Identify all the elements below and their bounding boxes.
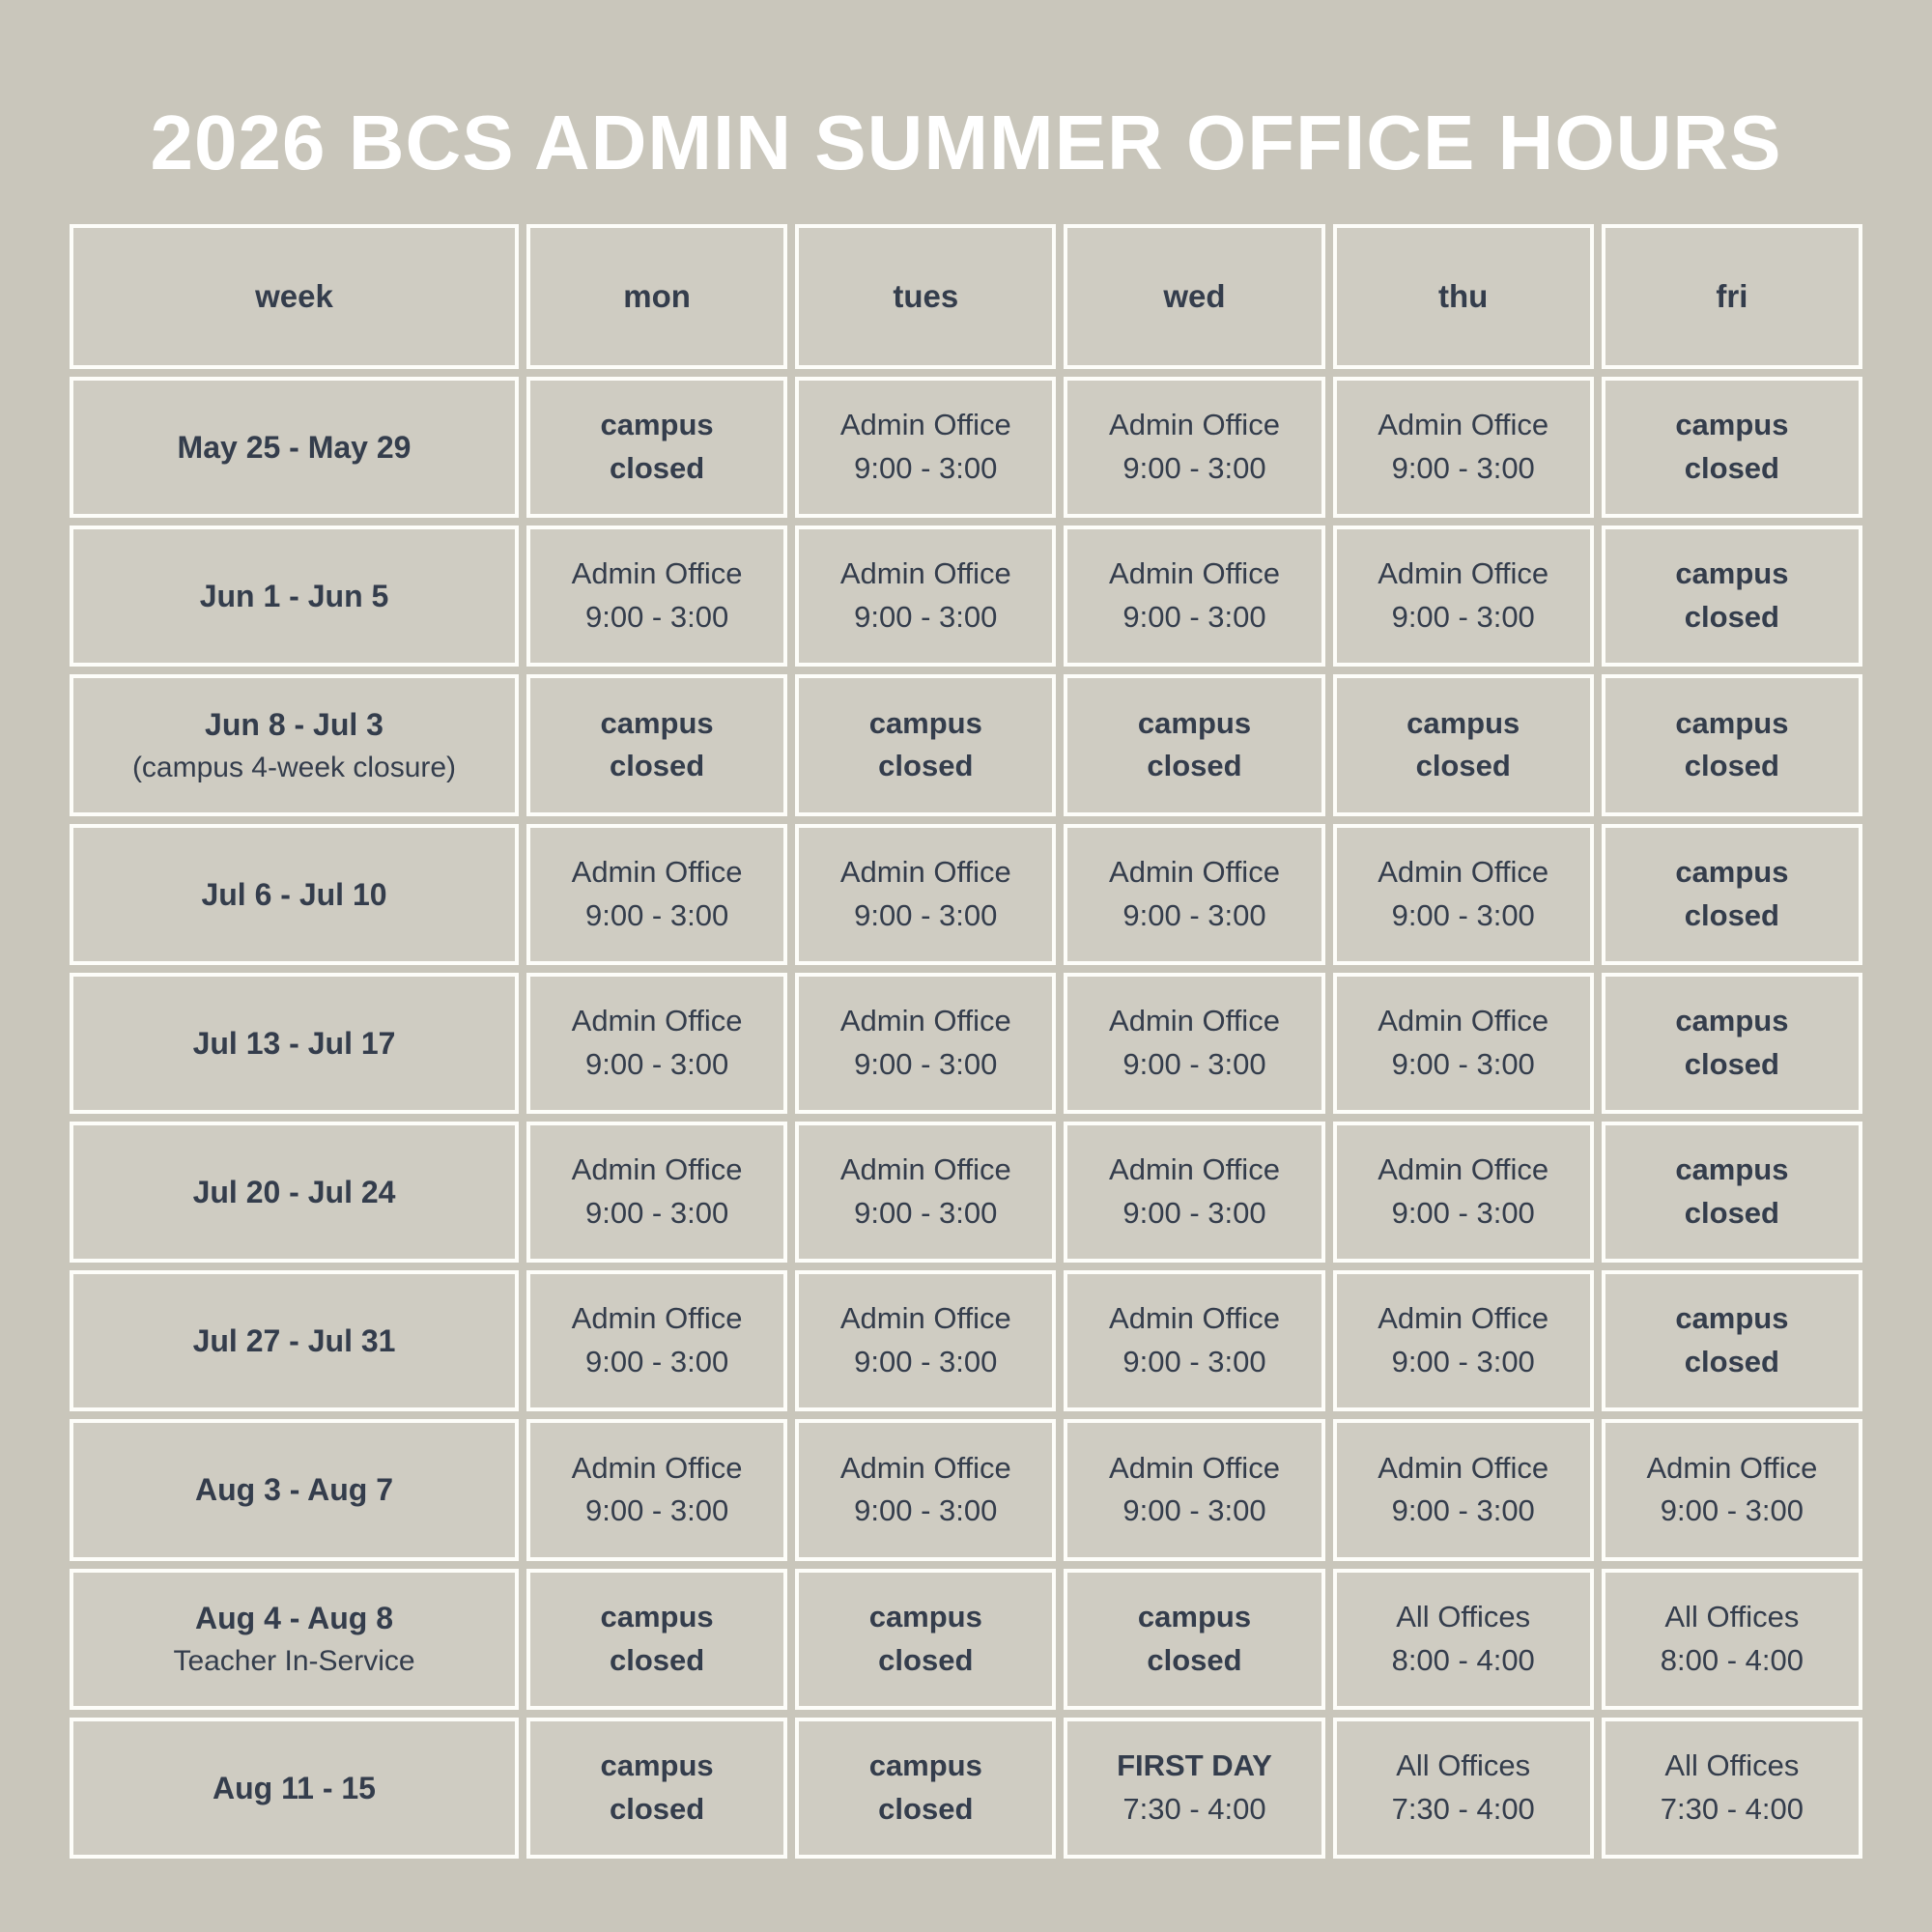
cell-line1: Admin Office xyxy=(1378,1003,1549,1037)
cell-line2: 7:30 - 4:00 xyxy=(1391,1791,1535,1826)
week-cell-r5 xyxy=(70,1122,519,1263)
cell-line2: closed xyxy=(609,1791,705,1826)
day-cell-r9-mon xyxy=(526,1718,787,1859)
cell-line2: 7:30 - 4:00 xyxy=(1660,1791,1804,1826)
cell-line2: 9:00 - 3:00 xyxy=(584,600,729,635)
cell-line1: Admin Office xyxy=(1109,1301,1280,1336)
cell-line2: closed xyxy=(1147,1642,1242,1677)
week-cell-r4 xyxy=(70,973,519,1114)
schedule-table xyxy=(70,224,1862,1859)
day-cell-r5-thu xyxy=(1333,1122,1594,1263)
page-title: 2026 BCS ADMIN SUMMER OFFICE HOURS xyxy=(150,99,1782,185)
cell-line2: 9:00 - 3:00 xyxy=(1122,600,1266,635)
cell-line1: campus xyxy=(868,705,982,740)
week-label: Jun 1 - Jun 5 xyxy=(199,579,389,614)
day-cell-r4-tues xyxy=(795,973,1056,1114)
week-sublabel: Teacher In-Service xyxy=(173,1645,415,1678)
cell-line2: 9:00 - 3:00 xyxy=(1122,1493,1266,1528)
cell-line2: closed xyxy=(878,1642,974,1677)
day-cell-r1-thu xyxy=(1333,526,1594,667)
day-cell-r2-mon xyxy=(526,674,787,815)
cell-line1: campus xyxy=(1675,1152,1789,1187)
cell-line2: closed xyxy=(609,1642,705,1677)
cell-line2: 9:00 - 3:00 xyxy=(584,897,729,932)
cell-line1: Admin Office xyxy=(1378,854,1549,889)
cell-line1: campus xyxy=(1137,1599,1252,1634)
cell-line1: campus xyxy=(1406,705,1520,740)
day-cell-r4-mon xyxy=(526,973,787,1114)
day-cell-r9-tues xyxy=(795,1718,1056,1859)
cell-line2: 9:00 - 3:00 xyxy=(854,1046,998,1081)
cell-line2: 9:00 - 3:00 xyxy=(1660,1493,1804,1528)
week-label: Jun 8 - Jul 3 xyxy=(205,706,384,742)
day-cell-r5-fri xyxy=(1602,1122,1862,1263)
cell-line1: Admin Office xyxy=(571,854,743,889)
cell-line2: 9:00 - 3:00 xyxy=(1391,451,1535,486)
week-cell-r1 xyxy=(70,526,519,667)
cell-line2: closed xyxy=(1684,451,1779,486)
week-label: Jul 6 - Jul 10 xyxy=(201,876,387,912)
cell-line2: 9:00 - 3:00 xyxy=(1122,1046,1266,1081)
week-cell-r2 xyxy=(70,674,519,815)
day-cell-r1-tues xyxy=(795,526,1056,667)
cell-line1: Admin Office xyxy=(1378,556,1549,591)
cell-line1: Admin Office xyxy=(1378,1301,1549,1336)
cell-line1: All Offices xyxy=(1396,1747,1531,1782)
cell-line1: Admin Office xyxy=(571,556,743,591)
cell-line2: 9:00 - 3:00 xyxy=(1122,897,1266,932)
day-cell-r1-mon xyxy=(526,526,787,667)
day-cell-r0-fri xyxy=(1602,377,1862,518)
cell-line1: campus xyxy=(600,408,714,442)
cell-line1: campus xyxy=(600,705,714,740)
cell-line2: closed xyxy=(878,1791,974,1826)
cell-line1: Admin Office xyxy=(571,1003,743,1037)
cell-line2: closed xyxy=(1684,1046,1779,1081)
day-cell-r6-thu xyxy=(1333,1270,1594,1411)
cell-line1: campus xyxy=(600,1599,714,1634)
week-cell-r8 xyxy=(70,1569,519,1710)
header-wed: wed xyxy=(1064,224,1324,369)
day-cell-r3-thu xyxy=(1333,824,1594,965)
cell-line2: 8:00 - 4:00 xyxy=(1660,1642,1804,1677)
day-cell-r9-thu xyxy=(1333,1718,1594,1859)
cell-line2: closed xyxy=(1684,1345,1779,1379)
week-cell-r7 xyxy=(70,1419,519,1560)
cell-line2: 8:00 - 4:00 xyxy=(1391,1642,1535,1677)
day-cell-r6-wed xyxy=(1064,1270,1324,1411)
week-label: Jul 20 - Jul 24 xyxy=(192,1174,396,1209)
cell-line1: Admin Office xyxy=(1646,1450,1818,1485)
cell-line2: 9:00 - 3:00 xyxy=(584,1493,729,1528)
cell-line2: closed xyxy=(878,749,974,783)
cell-line2: closed xyxy=(1147,749,1242,783)
cell-line2: 9:00 - 3:00 xyxy=(854,1493,998,1528)
cell-line2: 9:00 - 3:00 xyxy=(1391,1345,1535,1379)
cell-line1: Admin Office xyxy=(1109,408,1280,442)
week-label: Jul 13 - Jul 17 xyxy=(192,1025,396,1061)
day-cell-r3-fri xyxy=(1602,824,1862,965)
cell-line2: 9:00 - 3:00 xyxy=(854,600,998,635)
week-cell-r0 xyxy=(70,377,519,518)
day-cell-r5-wed xyxy=(1064,1122,1324,1263)
day-cell-r2-wed xyxy=(1064,674,1324,815)
day-cell-r7-fri xyxy=(1602,1419,1862,1560)
cell-line1: Admin Office xyxy=(839,1301,1011,1336)
cell-line1: Admin Office xyxy=(839,408,1011,442)
cell-line1: Admin Office xyxy=(839,1152,1011,1187)
day-cell-r6-fri xyxy=(1602,1270,1862,1411)
header-mon: mon xyxy=(526,224,787,369)
day-cell-r4-thu xyxy=(1333,973,1594,1114)
day-cell-r8-thu xyxy=(1333,1569,1594,1710)
cell-line2: 9:00 - 3:00 xyxy=(584,1345,729,1379)
week-label: May 25 - May 29 xyxy=(177,429,412,465)
day-cell-r6-tues xyxy=(795,1270,1056,1411)
day-cell-r9-fri xyxy=(1602,1718,1862,1859)
week-sublabel: (campus 4-week closure) xyxy=(131,751,457,783)
cell-line1: campus xyxy=(1137,705,1252,740)
day-cell-r7-wed xyxy=(1064,1419,1324,1560)
cell-line1: campus xyxy=(1675,408,1789,442)
cell-line1: Admin Office xyxy=(571,1301,743,1336)
cell-line1: campus xyxy=(1675,705,1789,740)
day-cell-r7-mon xyxy=(526,1419,787,1560)
day-cell-r2-fri xyxy=(1602,674,1862,815)
cell-line2: 9:00 - 3:00 xyxy=(854,451,998,486)
cell-line1: campus xyxy=(868,1599,982,1634)
cell-line2: 9:00 - 3:00 xyxy=(584,1196,729,1231)
cell-line1: Admin Office xyxy=(1109,1152,1280,1187)
cell-line1: campus xyxy=(868,1747,982,1782)
cell-line2: 9:00 - 3:00 xyxy=(854,1196,998,1231)
cell-line1: campus xyxy=(1675,854,1789,889)
cell-line1: Admin Office xyxy=(1109,1450,1280,1485)
cell-line2: 9:00 - 3:00 xyxy=(584,1046,729,1081)
cell-line2: closed xyxy=(1684,897,1779,932)
cell-line1: Admin Office xyxy=(1378,408,1549,442)
week-label: Aug 3 - Aug 7 xyxy=(194,1472,394,1508)
cell-line2: 9:00 - 3:00 xyxy=(854,897,998,932)
day-cell-r9-wed xyxy=(1064,1718,1324,1859)
cell-line2: 9:00 - 3:00 xyxy=(1391,1196,1535,1231)
day-cell-r0-wed xyxy=(1064,377,1324,518)
cell-line1: Admin Office xyxy=(839,556,1011,591)
header-thu: thu xyxy=(1333,224,1594,369)
day-cell-r1-wed xyxy=(1064,526,1324,667)
day-cell-r7-tues xyxy=(795,1419,1056,1560)
cell-line2: 9:00 - 3:00 xyxy=(1391,897,1535,932)
cell-line2: closed xyxy=(609,749,705,783)
cell-line2: closed xyxy=(1684,1196,1779,1231)
cell-line2: closed xyxy=(1415,749,1511,783)
cell-line2: 9:00 - 3:00 xyxy=(854,1345,998,1379)
cell-line1: campus xyxy=(1675,1003,1789,1037)
day-cell-r8-fri xyxy=(1602,1569,1862,1710)
cell-line1: campus xyxy=(600,1747,714,1782)
header-tues: tues xyxy=(795,224,1056,369)
cell-line1: Admin Office xyxy=(839,1003,1011,1037)
cell-line1: Admin Office xyxy=(839,1450,1011,1485)
cell-line1: Admin Office xyxy=(1109,1003,1280,1037)
week-label: Jul 27 - Jul 31 xyxy=(192,1323,396,1359)
day-cell-r3-wed xyxy=(1064,824,1324,965)
cell-line1: campus xyxy=(1675,1301,1789,1336)
cell-line1: FIRST DAY xyxy=(1117,1747,1272,1782)
week-cell-r9 xyxy=(70,1718,519,1859)
week-label: Aug 4 - Aug 8 xyxy=(194,1600,394,1635)
cell-line2: closed xyxy=(1684,600,1779,635)
cell-line2: 7:30 - 4:00 xyxy=(1122,1791,1266,1826)
cell-line1: Admin Office xyxy=(1378,1152,1549,1187)
day-cell-r5-tues xyxy=(795,1122,1056,1263)
cell-line2: closed xyxy=(1684,749,1779,783)
day-cell-r2-thu xyxy=(1333,674,1594,815)
cell-line1: Admin Office xyxy=(571,1152,743,1187)
cell-line1: All Offices xyxy=(1664,1599,1800,1634)
cell-line1: Admin Office xyxy=(1109,854,1280,889)
cell-line1: Admin Office xyxy=(839,854,1011,889)
day-cell-r3-tues xyxy=(795,824,1056,965)
day-cell-r0-mon xyxy=(526,377,787,518)
cell-line1: campus xyxy=(1675,556,1789,591)
day-cell-r2-tues xyxy=(795,674,1056,815)
week-cell-r3 xyxy=(70,824,519,965)
week-label: Aug 11 - 15 xyxy=(213,1770,376,1805)
cell-line1: All Offices xyxy=(1664,1747,1800,1782)
header-fri: fri xyxy=(1602,224,1862,369)
week-cell-r6 xyxy=(70,1270,519,1411)
cell-line1: Admin Office xyxy=(571,1450,743,1485)
cell-line2: 9:00 - 3:00 xyxy=(1122,451,1266,486)
cell-line2: 9:00 - 3:00 xyxy=(1391,600,1535,635)
cell-line2: 9:00 - 3:00 xyxy=(1391,1493,1535,1528)
day-cell-r5-mon xyxy=(526,1122,787,1263)
cell-line2: closed xyxy=(609,451,705,486)
day-cell-r8-wed xyxy=(1064,1569,1324,1710)
day-cell-r7-thu xyxy=(1333,1419,1594,1560)
day-cell-r0-tues xyxy=(795,377,1056,518)
day-cell-r0-thu xyxy=(1333,377,1594,518)
cell-line1: Admin Office xyxy=(1109,556,1280,591)
day-cell-r3-mon xyxy=(526,824,787,965)
day-cell-r8-mon xyxy=(526,1569,787,1710)
cell-line2: 9:00 - 3:00 xyxy=(1122,1196,1266,1231)
day-cell-r6-mon xyxy=(526,1270,787,1411)
day-cell-r4-fri xyxy=(1602,973,1862,1114)
cell-line1: All Offices xyxy=(1396,1599,1531,1634)
day-cell-r8-tues xyxy=(795,1569,1056,1710)
day-cell-r1-fri xyxy=(1602,526,1862,667)
header-week: week xyxy=(70,224,519,369)
cell-line1: Admin Office xyxy=(1378,1450,1549,1485)
day-cell-r4-wed xyxy=(1064,973,1324,1114)
cell-line2: 9:00 - 3:00 xyxy=(1391,1046,1535,1081)
cell-line2: 9:00 - 3:00 xyxy=(1122,1345,1266,1379)
